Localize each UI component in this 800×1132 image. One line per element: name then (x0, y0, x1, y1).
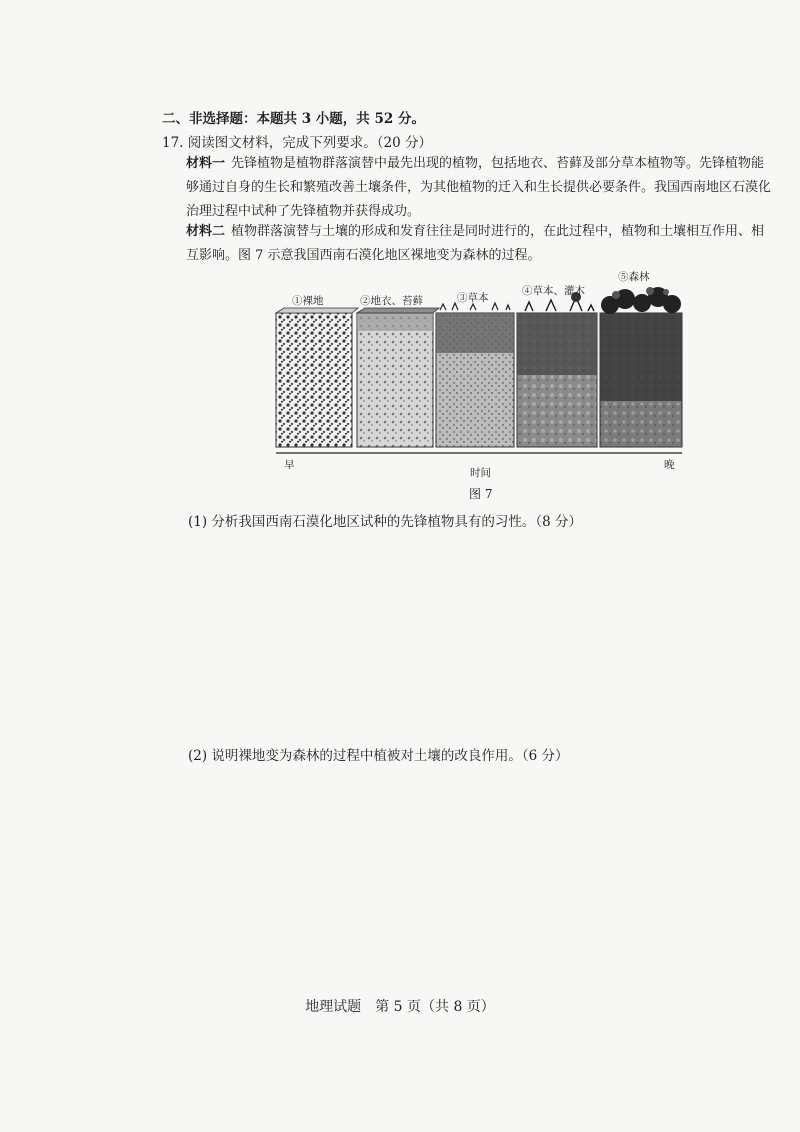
material-two-text: 植物群落演替与土壤的形成和发育往往是同时进行的，在此过程中，植物和土壤相互作用、相互影响。图 7 示意我国西南石漠化地区裸地变为森林的过程。 (186, 224, 765, 263)
stage-1-block (276, 308, 358, 447)
section-heading: 二、非选择题：本题共 3 小题，共 52 分。 (162, 111, 425, 127)
question-title: 17. 阅读图文材料，完成下列要求。（20 分） (162, 135, 432, 151)
page-footer: 地理试题 第 5 页（共 8 页） (305, 999, 495, 1015)
stage-5-label: ⑤森林 (618, 271, 650, 283)
stage-2-label: ②地衣、苔藓 (360, 295, 423, 307)
sub-question-2: (2) 说明裸地变为森林的过程中植被对土壤的改良作用。（6 分） (188, 748, 569, 764)
stage-4-block (517, 292, 597, 447)
figure-caption: 图 7 (469, 487, 493, 501)
succession-diagram (270, 283, 690, 483)
material-two-label: 材料二 (186, 224, 226, 239)
stage-2-block (357, 308, 439, 447)
material-two (186, 220, 776, 268)
stage-4-label: ④草本、灌木 (522, 285, 585, 297)
figure-7 (270, 271, 690, 483)
stage-3-label: ③草本 (457, 292, 489, 304)
axis-early-label: 早 (284, 459, 295, 471)
stage-1-label: ①裸地 (292, 295, 324, 307)
material-one (186, 152, 776, 224)
stage-5-block (600, 287, 682, 447)
axis-late-label: 晚 (664, 459, 675, 471)
stage-3-block (436, 303, 514, 447)
material-one-label: 材料一 (186, 156, 226, 171)
sub-question-1: (1) 分析我国西南石漠化地区试种的先锋植物具有的习性。（8 分） (188, 514, 583, 530)
axis-time-label: 时间 (470, 467, 491, 479)
material-one-text: 先锋植物是植物群落演替中最先出现的植物，包括地衣、苔藓及部分草本植物等。先锋植物能够通过自身的生长和繁殖改善土壤条件，为其他植物的迁入和生长提供必要条件。我国西南地区石漠化治理过程中试种了先锋植物并获得成功。 (186, 156, 772, 219)
